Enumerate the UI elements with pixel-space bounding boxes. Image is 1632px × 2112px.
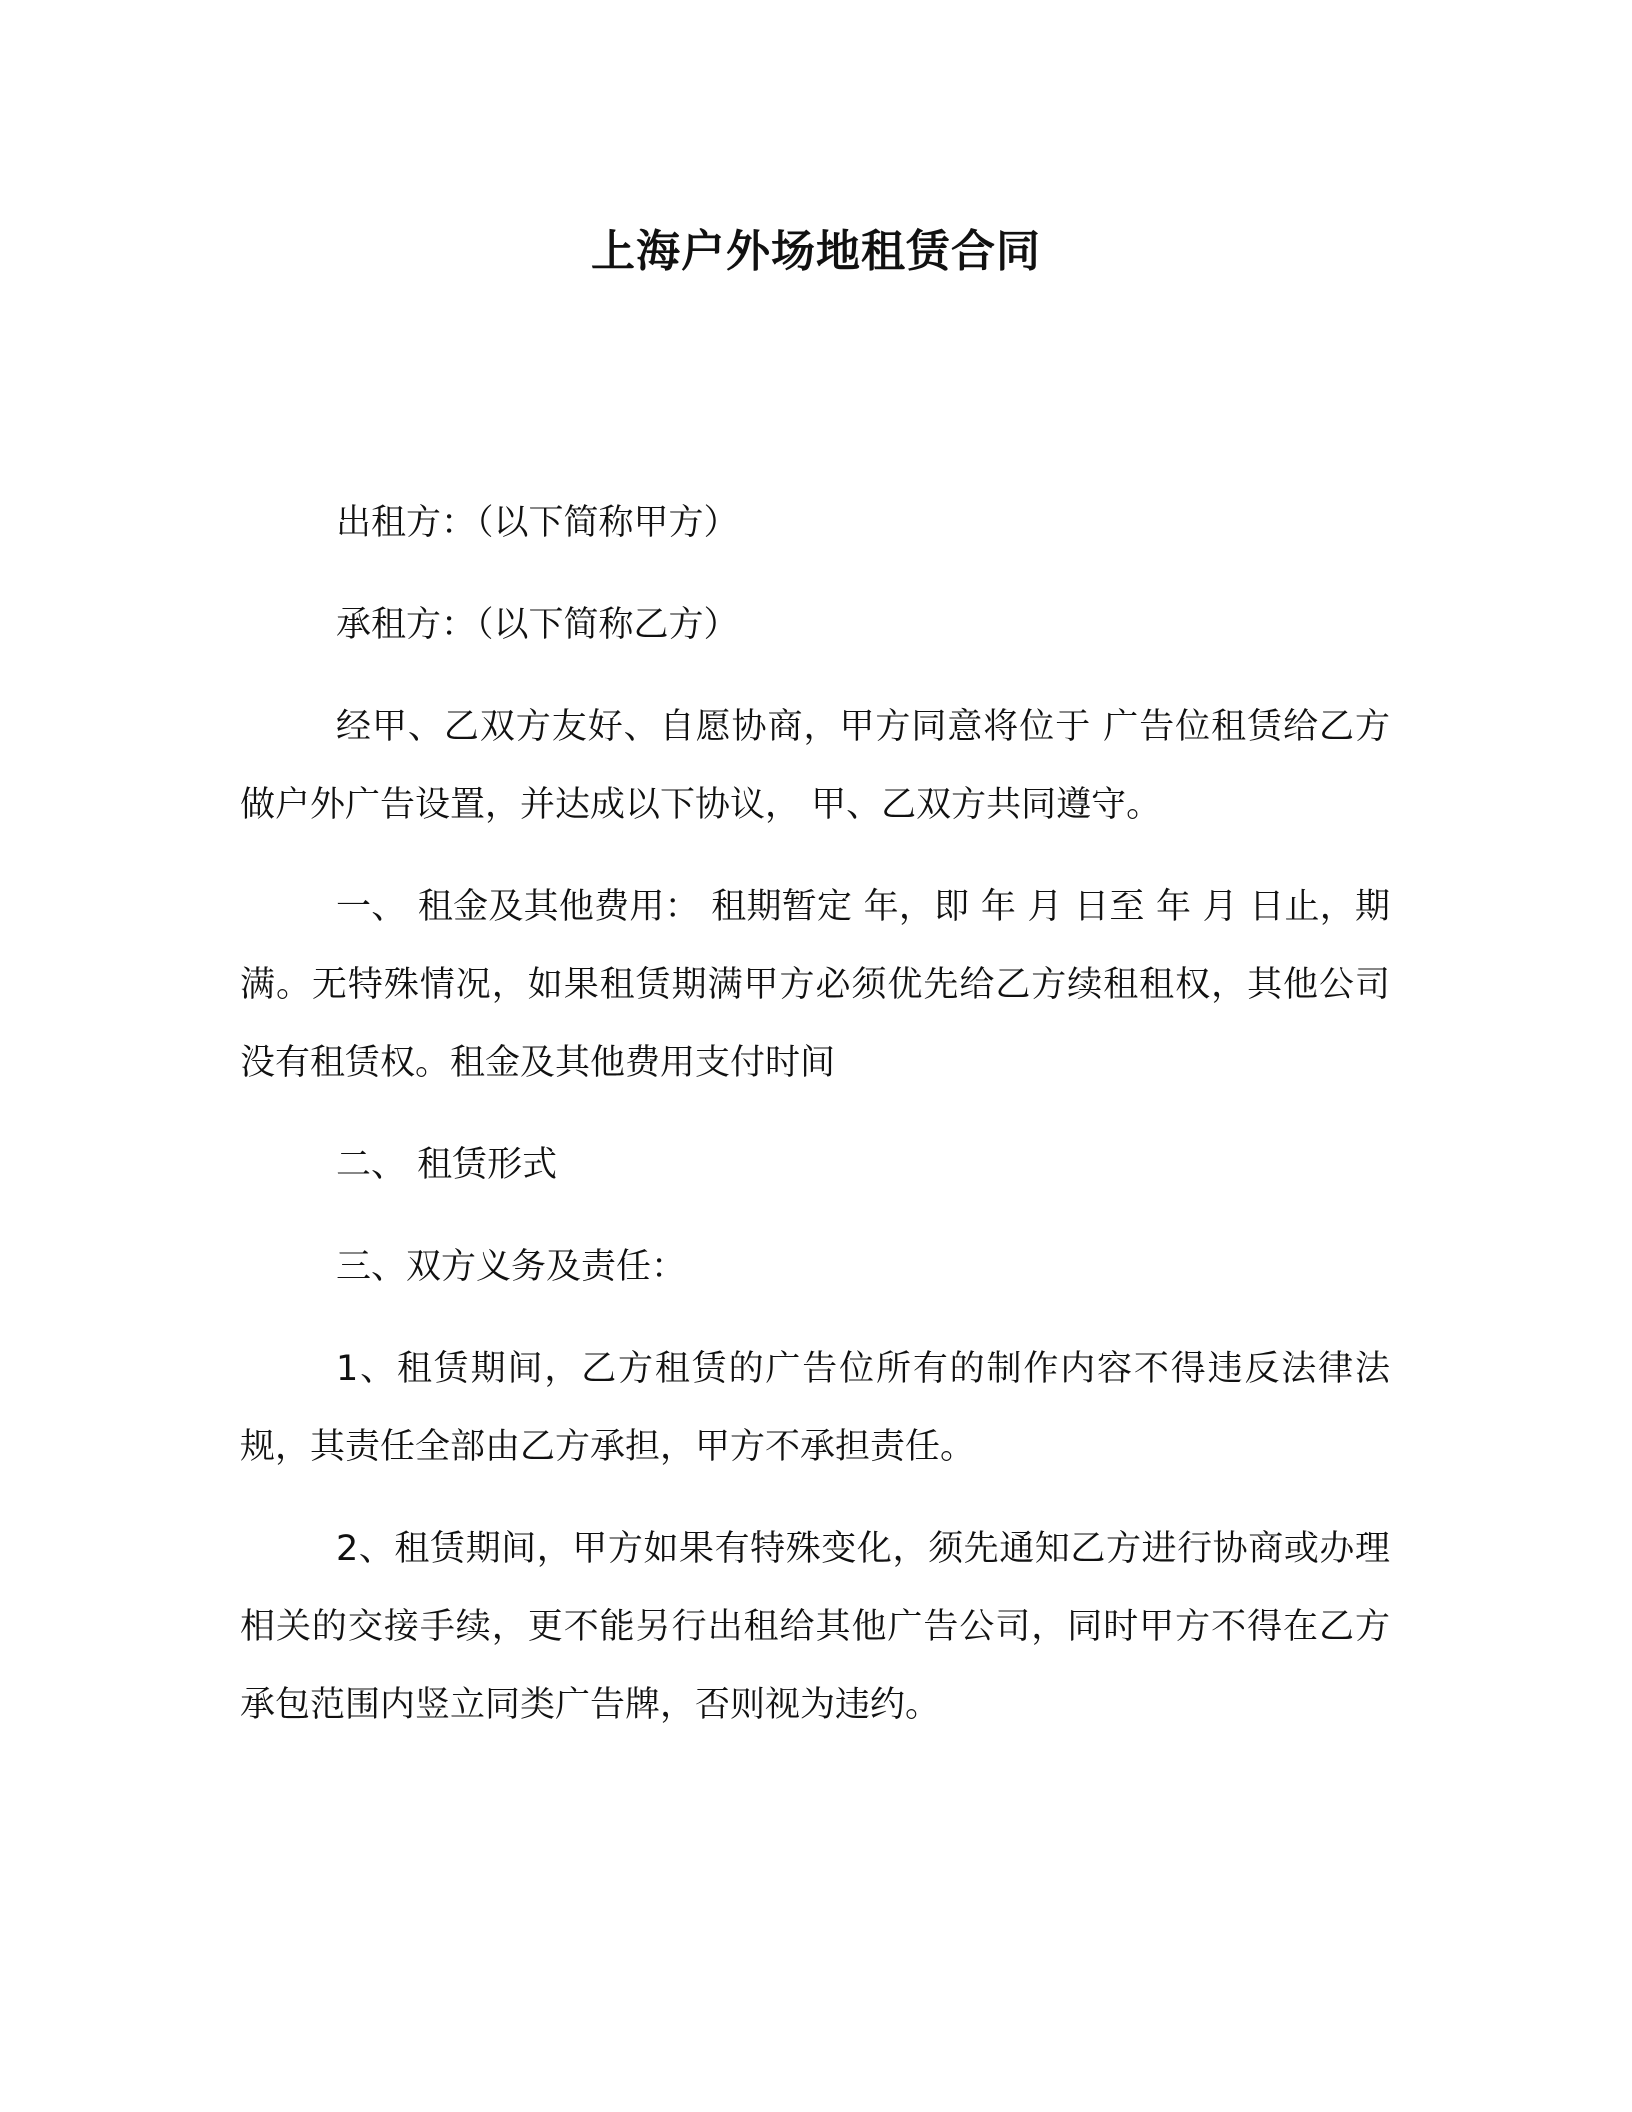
paragraph-intro: 经甲、乙双方友好、自愿协商，甲方同意将位于 广告位租赁给乙方做户外广告设置，并达成以下协议， 甲、乙双方共同遵守。 xyxy=(240,707,1390,825)
paragraph-section-3-duties: 三、双方义务及责任： xyxy=(336,1247,687,1287)
paragraph-section-2-form: 二、 租赁形式 xyxy=(336,1145,558,1185)
document-title: 上海户外场地租赁合同 xyxy=(591,226,1041,277)
paragraph-clause-2: 2、租赁期间，甲方如果有特殊变化，须先通知乙方进行协商或办理相关的交接手续，更不能另行出租给其他广告公司，同时甲方不得在乙方承包范围内竖立同类广告牌，否则视为违约。 xyxy=(240,1529,1390,1725)
paragraph-section-1-rent: 一、 租金及其他费用： 租期暂定 年，即 年 月 日至 年 月 日止，期满。无特殊情况，如果租赁期满甲方必须优先给乙方续租租权，其他公司没有租赁权。租金及其他费用支付时间 xyxy=(240,887,1390,1083)
paragraph-clause-1: 1、租赁期间，乙方租赁的广告位所有的制作内容不得违反法律法规，其责任全部由乙方承担，甲方不承担责任。 xyxy=(240,1349,1390,1467)
paragraph-lessee: 承租方：（以下简称乙方） xyxy=(336,605,739,645)
paragraph-lessor: 出租方：（以下简称甲方） xyxy=(336,503,739,543)
document-body xyxy=(240,484,1390,1744)
